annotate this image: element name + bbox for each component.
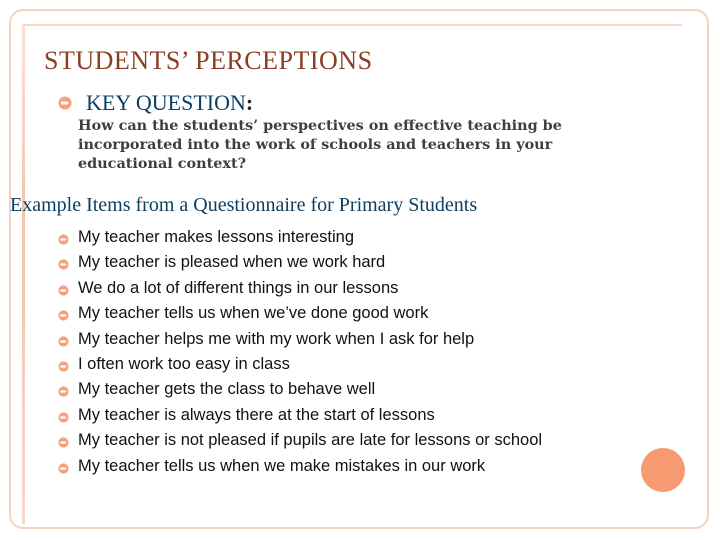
list-item-text: My teacher makes lessons interesting — [78, 228, 355, 246]
key-question-text: How can the students’ perspectives on effective teaching be incorporated into the work of schools and teachers in your educational context? — [78, 117, 562, 172]
ribbon-bullet-icon — [58, 361, 69, 372]
list-item-text: My teacher helps me with my work when I ask for help — [78, 329, 475, 348]
ribbon-bullet-icon — [58, 463, 69, 474]
key-question-heading — [86, 90, 253, 116]
ribbon-bullet-icon — [58, 259, 69, 270]
ribbon-bullet-icon — [58, 437, 69, 448]
list-item-text: My teacher is pleased when we work hard — [78, 253, 386, 272]
list-item-text: My teacher gets the class to behave well — [78, 380, 376, 399]
list-item-text: We do a lot of different things in our lessons — [78, 278, 399, 297]
list-item-text: I often work too easy in class — [78, 354, 290, 373]
key-question-colon: : — [245, 90, 254, 115]
left-decorative-stripe — [22, 24, 25, 524]
ribbon-bullet-icon — [58, 386, 69, 397]
ribbon-bullet-icon — [58, 234, 69, 245]
ribbon-bullet-icon — [58, 96, 72, 110]
ribbon-bullet-icon — [58, 336, 69, 347]
items-subheading: Example Items from a Questionnaire for Primary Students — [10, 194, 478, 216]
list-item-text: My teacher tells us when we make mistakes in our work — [78, 456, 486, 475]
list-item-text: My teacher is not pleased if pupils are late for lessons or school — [78, 431, 543, 450]
ribbon-bullet-icon — [58, 285, 69, 296]
list-item-text: My teacher tells us when we’ve done good work — [78, 304, 429, 323]
list-item-text: My teacher is always there at the start of lessons — [78, 405, 435, 424]
orange-circle-decoration — [641, 448, 685, 492]
ribbon-bullet-icon — [58, 412, 69, 423]
key-question-label: KEY QUESTION — [86, 90, 246, 115]
top-decorative-stripe — [22, 24, 682, 26]
ribbon-bullet-icon — [58, 310, 69, 321]
slide-title: STUDENTS’ PERCEPTIONS — [44, 46, 373, 75]
